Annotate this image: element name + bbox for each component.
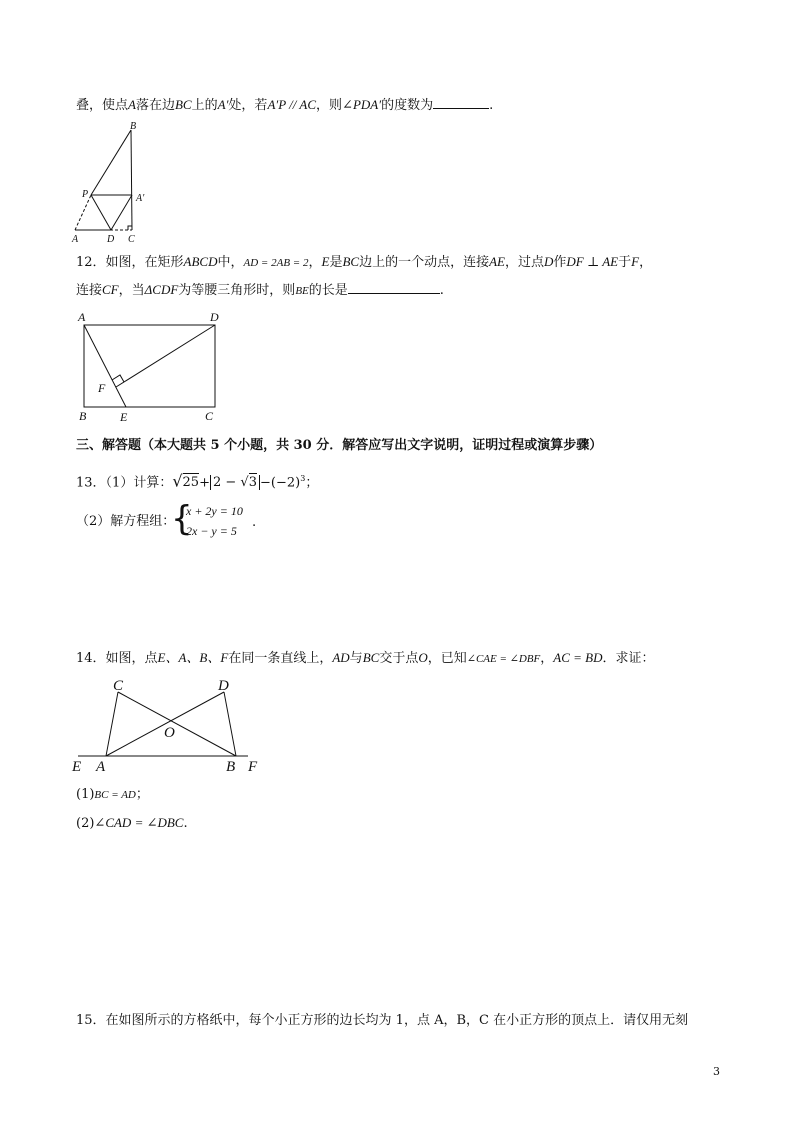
figure-q11	[70, 118, 160, 248]
q14-sub2: (2)∠CAD = ∠DBC.	[76, 815, 188, 831]
answer-blank[interactable]	[433, 108, 489, 109]
q15-text: 15．在如图所示的方格纸中，每个小正方形的边长均为 1，点 A，B，C 在小正方形的顶点上．请仅用无刻	[76, 1013, 689, 1028]
segment-pd	[91, 195, 111, 230]
label-b: B	[130, 121, 137, 132]
label-a: A	[72, 234, 79, 245]
segment-ac	[106, 692, 118, 756]
page-number: 3	[713, 1065, 720, 1078]
label-e: E	[72, 759, 82, 775]
figure-q12	[74, 308, 234, 423]
label-d: D	[210, 310, 219, 324]
q13-part1: 13．（1）计算：$√25+ 2 - √3 -(-2)^3$；	[76, 471, 319, 491]
label-a-prime: A′	[136, 193, 145, 204]
label-d: D	[107, 234, 115, 245]
label-d: D	[218, 678, 229, 694]
answer-blank[interactable]	[348, 293, 440, 294]
label-c: C	[113, 678, 124, 694]
segment-cb	[118, 692, 236, 756]
q11-text: 叠，使点A落在边BC上的A′处，若A′P // AC，则∠PDA′的度数为 .	[76, 97, 494, 113]
section-heading: 三、解答题（本大题共 5 个小题，共 30 分．解答应写出文字说明，证明过程或演算步骤）	[76, 438, 603, 453]
segment-ap-dashed	[75, 195, 91, 230]
label-c: C	[205, 409, 214, 423]
q14-text: 14．如图，点E、A、B、F在同一条直线上，AD与BC交于点O，已知∠CAE = ∠DBF，AC = BD．求证：	[76, 650, 655, 666]
equation-1: x + 2y = 10	[186, 504, 243, 518]
segment-bp	[91, 130, 131, 195]
brace: {	[171, 499, 193, 539]
label-c: C	[128, 234, 135, 245]
label-o: O	[164, 725, 175, 741]
label-p: P	[82, 189, 89, 200]
label-b: B	[79, 409, 87, 423]
label-f: F	[98, 381, 106, 395]
q13-part2-end: .	[252, 515, 257, 530]
right-angle-mark	[128, 226, 132, 230]
label-e: E	[120, 410, 128, 424]
label-b: B	[226, 759, 236, 775]
segment-da	[106, 692, 224, 756]
figure-q14	[68, 674, 268, 774]
q14-sub1: (1)BC = AD；	[76, 787, 149, 802]
label-a: A	[96, 759, 106, 775]
q13-part2-label: （2）解方程组：	[76, 514, 176, 529]
segment-bd	[224, 692, 236, 756]
label-f: F	[248, 759, 258, 775]
label-a: A	[78, 310, 86, 324]
equation-2: 2x − y = 5	[186, 524, 237, 538]
absolute-value: 2 − √3	[210, 475, 260, 490]
right-angle-mark	[112, 375, 124, 382]
segment-df	[116, 325, 215, 387]
segment-da-prime	[111, 195, 132, 230]
q12-line2: 连接CF，当ΔCDF为等腰三角形时，则BE的长是 .	[76, 282, 444, 298]
q12-line1: 12．如图，在矩形ABCD中，AD = 2AB = 2，E是BC边上的一个动点，连接AE，过点D作DF ⊥ AE于F，	[76, 254, 653, 270]
segment-bc	[131, 130, 132, 230]
